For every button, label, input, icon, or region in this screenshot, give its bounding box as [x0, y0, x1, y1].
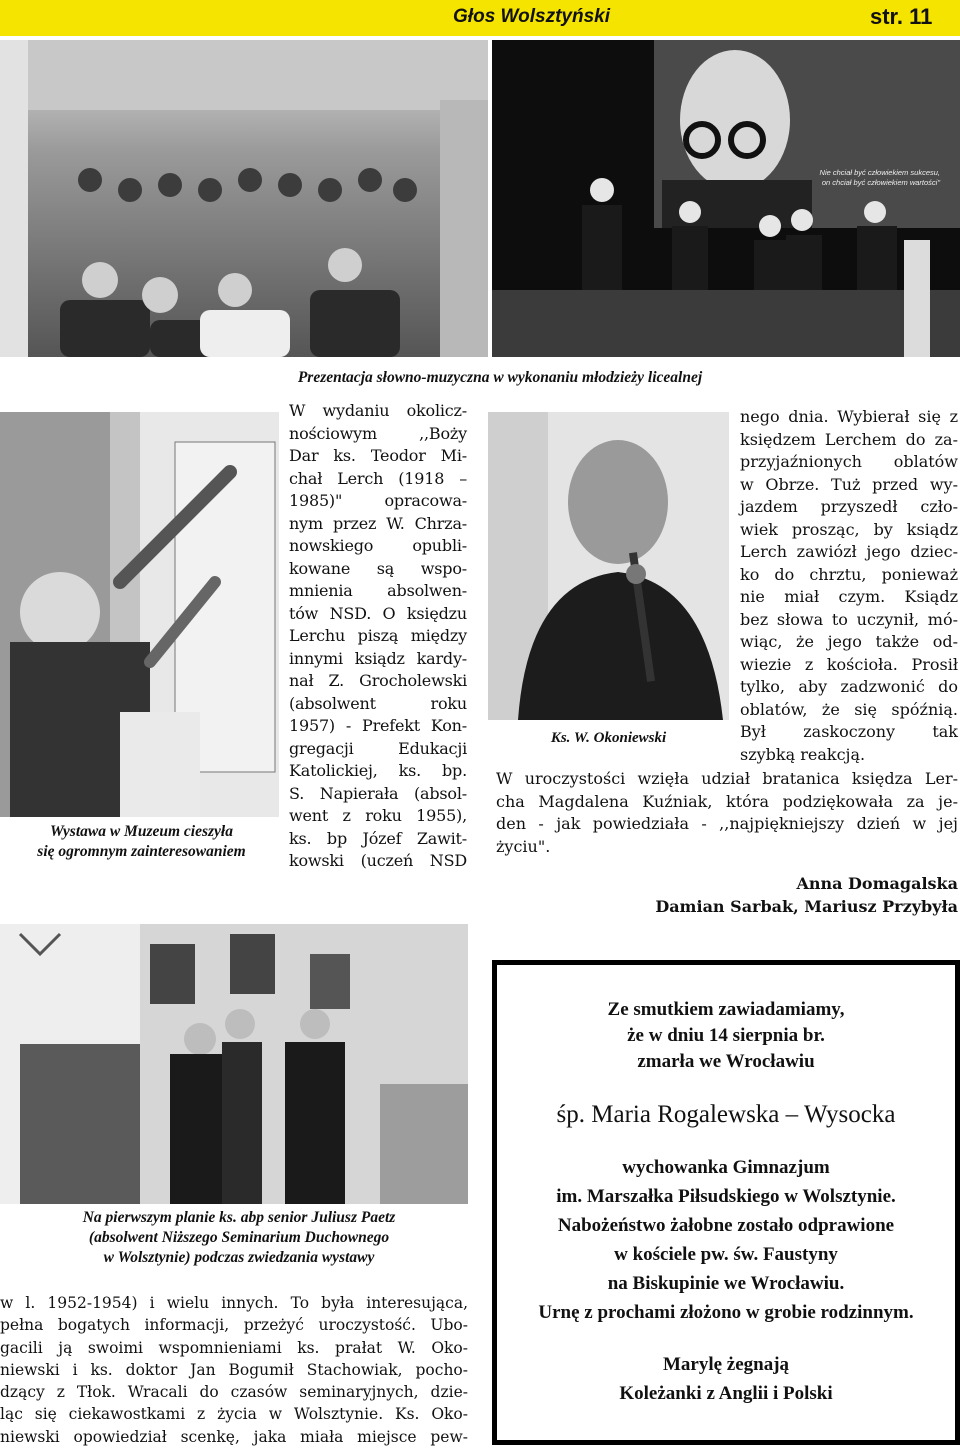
archbishop-caption	[0, 1208, 478, 1268]
text-line: oblatów, że się spóźnią.	[740, 699, 958, 719]
obituary-farewell-1: Marylę żegnają	[662, 1354, 790, 1375]
author-line-1: Anna Domagalska	[796, 874, 958, 893]
text-line: pełna bogatych informacji, przeżyć uroczystość. Ubo-	[0, 1316, 468, 1335]
obituary-intro-1: Ze smutkiem zawiadamiamy,	[607, 999, 845, 1020]
text-line: W wydaniu okolicz-	[289, 401, 467, 420]
text-line: wiek prosząc, by ksiądz	[740, 519, 958, 539]
text-line: Lerchu piszą między	[289, 626, 467, 645]
okoniewski-photo	[488, 412, 729, 720]
text-line: bez słowa to uczynił, mó-	[740, 609, 958, 629]
text-line: tów NSD. O księdzu	[289, 603, 467, 623]
text-line: nym przez W. Chrza-	[289, 513, 467, 533]
text-line: nego dnia. Wybierał się z	[740, 407, 958, 426]
obituary-body-3: Nabożeństwo żałobne zostało odprawione	[557, 1215, 895, 1236]
obituary-body-6: Urnę z prochami złożono w grobie rodzinnym.	[538, 1302, 914, 1323]
archbishop-photo-image	[0, 924, 468, 1204]
text-line: szybką reakcją.	[740, 744, 866, 764]
text-line: Był zaskoczony tak	[740, 722, 958, 741]
archbishop-caption-line-2: (absolwent Niższego Seminarium Duchownego	[88, 1229, 390, 1246]
text-line: 1957) - Prefekt Kon-	[289, 716, 467, 735]
text-line: nie miał czym. Ksiądz	[740, 587, 958, 606]
text-line: przyjaźnionych oblatów	[740, 452, 958, 471]
article-authors	[560, 872, 958, 918]
text-line: ko do chrztu, ponieważ	[740, 564, 958, 584]
text-line: tylko, aby zadzwonić do	[740, 677, 958, 696]
text-line: mnienia absolwen-	[289, 581, 467, 600]
screen-quote-line-1: Nie chciał być człowiekiem sukcesu,	[819, 168, 940, 177]
archbishop-caption-line-3: w Wolsztynie) podczas zwiedzania wystawy	[103, 1249, 375, 1266]
text-line: 1985)" opracowa-	[289, 491, 467, 510]
text-line: went z roku 1955),	[289, 806, 467, 825]
text-line: (absolwent roku	[289, 693, 467, 713]
audience-photo	[0, 40, 488, 357]
text-line: nał Z. Grocholewski	[289, 671, 467, 690]
text-line: w Obrze. Tuż przed wy-	[740, 474, 958, 494]
text-line: wiąc, że jego także od-	[740, 632, 958, 651]
newspaper-title: Głos Wolsztyński	[453, 6, 610, 27]
okoniewski-photo-image	[488, 412, 729, 720]
text-line: gregacji Edukacji	[289, 738, 467, 758]
exhibition-caption-line-2: się ogromnym zainteresowaniem	[37, 843, 246, 860]
text-line: kowski (uczeń NSD	[289, 851, 467, 870]
text-line: nowskiego opubli-	[289, 536, 467, 555]
author-line-2: Damian Sarbak, Mariusz Przybyła	[655, 897, 958, 916]
exhibition-caption	[0, 822, 283, 862]
text-line: cha Magdalena Kuźniak, która podziękowała za je-	[496, 791, 958, 811]
text-line: innymi ksiądz kardy-	[289, 648, 467, 668]
text-line: dzący z Tłok. Wracali do czasów seminaryjnych, dzie-	[0, 1383, 468, 1402]
exhibition-photo-image	[0, 412, 279, 817]
screen-quote-line-2: on chciał być człowiekiem wartości"	[821, 178, 940, 187]
obituary-body-2: im. Marszałka Piłsudskiego w Wolsztynie.	[556, 1186, 896, 1207]
obituary-body-4: w kościele pw. św. Faustyny	[614, 1244, 838, 1265]
text-line: den - jak powiedziała - ,,najpiękniejszy dzień w jej	[496, 814, 958, 833]
text-line: ks. bp Józef Zawit-	[289, 828, 467, 848]
obituary-body-5: na Biskupinie we Wrocławiu.	[607, 1273, 845, 1294]
audience-photo-image	[0, 40, 488, 357]
page-number: str. 11	[870, 4, 933, 29]
article-column-middle	[289, 400, 467, 873]
text-line: chał Lerch (1918 –	[289, 468, 467, 488]
article-column-bottom	[0, 1292, 468, 1448]
text-line: gacili ją swoimi wspomnieniami ks. prałat W. Oko-	[0, 1338, 468, 1357]
singers-photo-image	[492, 40, 960, 357]
text-line: w l. 1952-1954) i wielu innych. To była interesująca,	[0, 1294, 468, 1312]
obituary-intro-3: zmarła we Wrocławiu	[637, 1051, 815, 1072]
text-line: kowane są wspo-	[289, 558, 467, 578]
singers-photo	[492, 40, 960, 357]
text-line: S. Napierała (absol-	[289, 783, 467, 803]
text-line: wiezie z kościoła. Prosił	[740, 654, 958, 674]
obituary-intro-2: że w dniu 14 sierpnia br.	[627, 1025, 825, 1046]
obituary-body-1: wychowanka Gimnazjum	[622, 1157, 830, 1178]
text-line: W uroczystości wzięła udział bratanica księdza Ler-	[496, 769, 958, 788]
text-line: życiu".	[496, 836, 551, 856]
obituary-deceased-name: śp. Maria Rogalewska – Wysocka	[556, 1101, 896, 1128]
text-line: nościowym ,,Boży	[289, 423, 467, 443]
article-column-right	[740, 406, 958, 766]
text-line: jazdem przyszedł czło-	[740, 497, 958, 516]
obituary-farewell-2: Koleżanki z Anglii i Polski	[619, 1383, 833, 1404]
archbishop-caption-line-1: Na pierwszym planie ks. abp senior Juliusz Paetz	[82, 1209, 396, 1226]
exhibition-caption-line-1: Wystawa w Muzeum cieszyła	[49, 823, 233, 840]
obituary-notice	[492, 960, 960, 1445]
text-line: Katolickiej, ks. bp.	[289, 761, 467, 780]
archbishop-photo	[0, 924, 468, 1204]
text-line: niewski opowiedział scenkę, jaka miała miejsce pew-	[0, 1427, 468, 1446]
top-photo-caption: Prezentacja słowno-muzyczna w wykonaniu młodzieży licealnej	[297, 369, 703, 386]
exhibition-photo	[0, 412, 279, 817]
text-line: niewski i ks. doktor Jan Bogumił Stachowiak, pocho-	[0, 1360, 468, 1379]
text-line: Dar ks. Teodor Mi-	[289, 446, 467, 465]
text-line: Lerch zawiózł jego dziec-	[740, 542, 958, 561]
text-line: ląc się ciekawostkami z życia w Wolsztynie. Ks. Oko-	[0, 1405, 468, 1424]
article-paragraph-bratanica	[496, 768, 958, 858]
text-line: księdzem Lerchem do za-	[740, 429, 958, 449]
screen-quote	[730, 168, 940, 188]
portrait-caption: Ks. W. Okoniewski	[550, 730, 667, 746]
